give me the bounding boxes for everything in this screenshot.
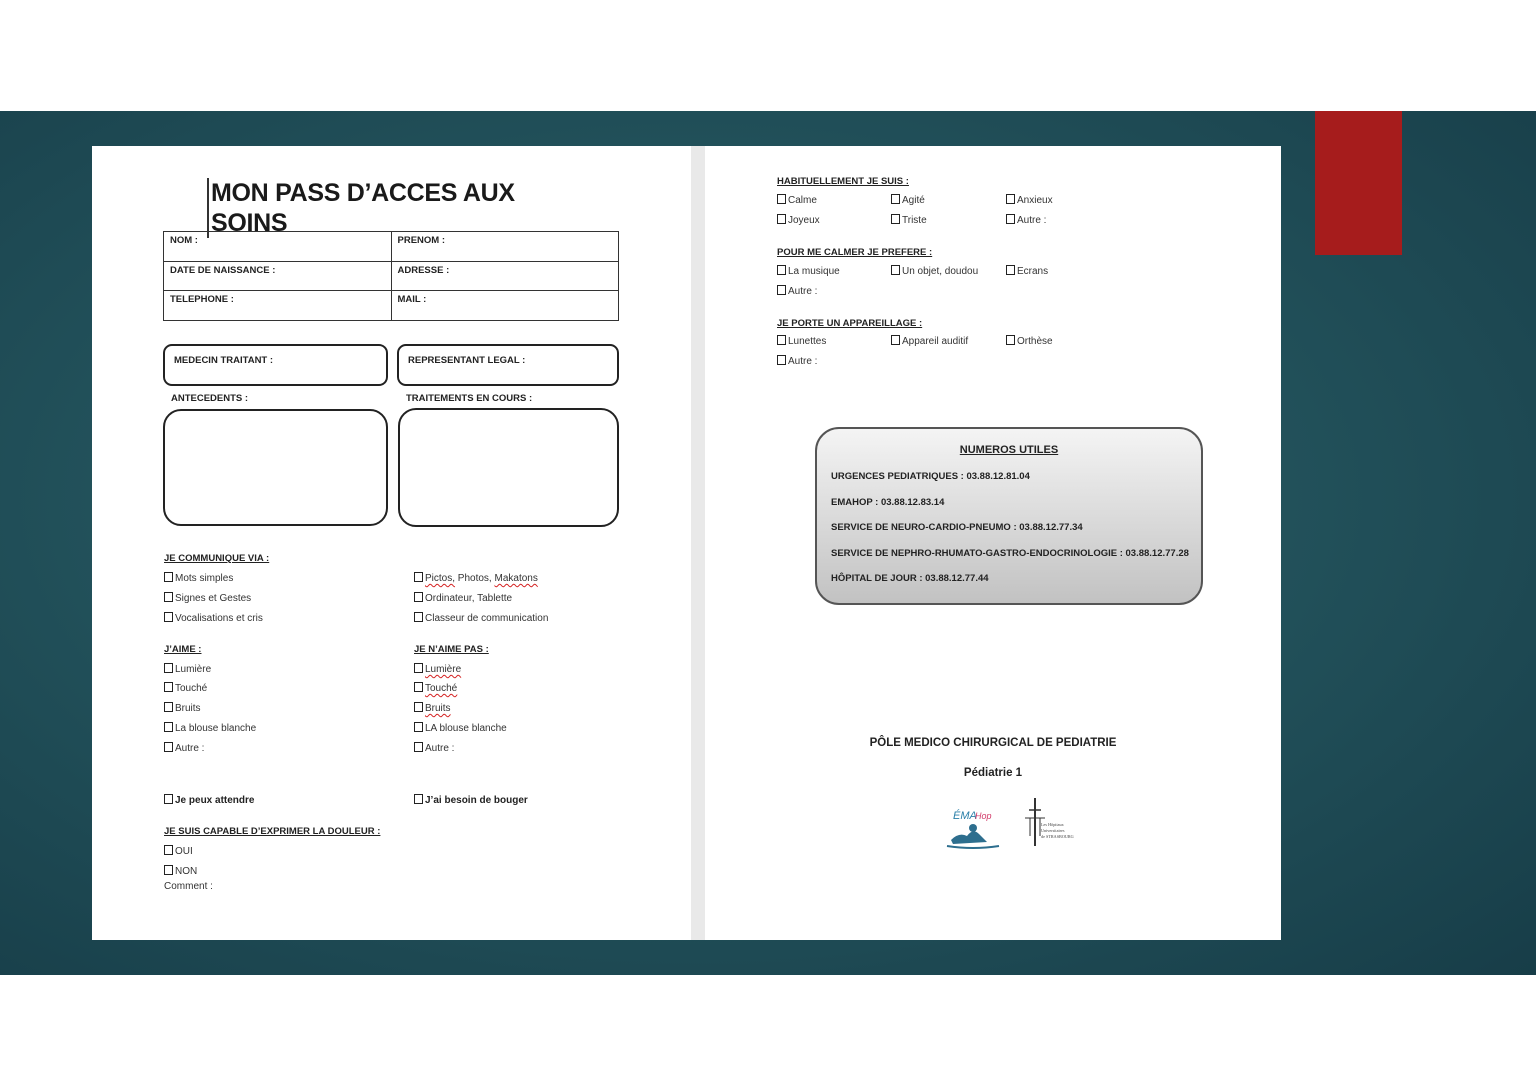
checkbox-humeur-autre[interactable]: Autre : bbox=[1006, 214, 1046, 227]
checkbox-icon bbox=[414, 702, 423, 712]
checkbox-icon bbox=[777, 335, 786, 345]
checkbox-icon bbox=[414, 682, 423, 692]
checkbox-doudou[interactable]: Un objet, doudou bbox=[891, 265, 978, 278]
checkbox-vocalisations[interactable]: Vocalisations et cris bbox=[164, 612, 263, 625]
checkbox-icon bbox=[414, 572, 423, 582]
field-prenom[interactable]: PRENOM : bbox=[391, 232, 619, 262]
document-title: MON PASS D’ACCES AUX SOINS bbox=[207, 178, 577, 238]
svg-text:Les Hôpitaux: Les Hôpitaux bbox=[1041, 822, 1064, 827]
checkbox-aime-blouse[interactable]: La blouse blanche bbox=[164, 722, 256, 735]
checkbox-icon bbox=[414, 592, 423, 602]
aime-pas-heading: JE N’AIME PAS : bbox=[414, 644, 489, 655]
checkbox-anxieux[interactable]: Anxieux bbox=[1006, 194, 1053, 207]
checkbox-aimepas-bruits[interactable]: Bruits bbox=[414, 702, 451, 715]
appareillage-heading: JE PORTE UN APPAREILLAGE : bbox=[777, 318, 923, 329]
document-page-left bbox=[92, 146, 691, 940]
checkbox-icon bbox=[891, 194, 900, 204]
aime-heading: J’AIME : bbox=[164, 644, 202, 655]
checkbox-pictos[interactable]: Pictos, Photos, Makatons bbox=[414, 572, 538, 585]
checkbox-icon bbox=[891, 265, 900, 275]
checkbox-ecrans[interactable]: Ecrans bbox=[1006, 265, 1048, 278]
communique-heading: JE COMMUNIQUE VIA : bbox=[164, 553, 270, 564]
checkbox-aime-bruits[interactable]: Bruits bbox=[164, 702, 201, 715]
checkbox-joyeux[interactable]: Joyeux bbox=[777, 214, 820, 227]
checkbox-musique[interactable]: La musique bbox=[777, 265, 840, 278]
pole-title: PÔLE MEDICO CHIRURGICAL DE PEDIATRIE bbox=[869, 737, 1117, 749]
checkbox-aimepas-lumiere[interactable]: Lumière bbox=[414, 663, 461, 676]
checkbox-douleur-oui[interactable]: OUI bbox=[164, 845, 193, 858]
checkbox-icon bbox=[414, 663, 423, 673]
checkbox-icon bbox=[164, 794, 173, 804]
emahop-logo bbox=[943, 806, 1003, 852]
checkbox-signes-gestes[interactable]: Signes et Gestes bbox=[164, 592, 251, 605]
checkbox-icon bbox=[1006, 194, 1015, 204]
field-mail[interactable]: MAIL : bbox=[391, 291, 619, 321]
checkbox-calmer-autre[interactable]: Autre : bbox=[777, 285, 817, 298]
checkbox-icon bbox=[1006, 214, 1015, 224]
checkbox-agite[interactable]: Agité bbox=[891, 194, 925, 207]
representant-legal-label: REPRESENTANT LEGAL : bbox=[408, 355, 526, 366]
numero-nephro: SERVICE DE NEPHRO-RHUMATO-GASTRO-ENDOCRINOLOGIE : 03.88.12.77.28 bbox=[831, 548, 1189, 559]
traitements-box[interactable] bbox=[398, 408, 619, 527]
checkbox-classeur[interactable]: Classeur de communication bbox=[414, 612, 548, 625]
checkbox-aimepas-autre[interactable]: Autre : bbox=[414, 742, 454, 755]
checkbox-orthese[interactable]: Orthèse bbox=[1006, 335, 1053, 348]
checkbox-icon bbox=[164, 845, 173, 855]
medecin-traitant-box[interactable] bbox=[163, 344, 388, 386]
checkbox-icon bbox=[414, 722, 423, 732]
checkbox-icon bbox=[164, 663, 173, 673]
document-page-right bbox=[705, 146, 1281, 940]
svg-text:Hop: Hop bbox=[975, 811, 992, 821]
checkbox-icon bbox=[164, 702, 173, 712]
page-gutter bbox=[691, 146, 705, 940]
field-adresse[interactable]: ADRESSE : bbox=[391, 261, 619, 291]
svg-text:de STRASBOURG: de STRASBOURG bbox=[1041, 834, 1074, 839]
checkbox-icon bbox=[164, 592, 173, 602]
checkbox-icon bbox=[164, 612, 173, 622]
representant-legal-box[interactable] bbox=[397, 344, 619, 386]
checkbox-appareillage-autre[interactable]: Autre : bbox=[777, 355, 817, 368]
checkbox-aime-autre[interactable]: Autre : bbox=[164, 742, 204, 755]
calmer-heading: POUR ME CALMER JE PREFERE : bbox=[777, 247, 933, 258]
checkbox-ordinateur[interactable]: Ordinateur, Tablette bbox=[414, 592, 512, 605]
checkbox-lunettes[interactable]: Lunettes bbox=[777, 335, 826, 348]
identity-table bbox=[163, 231, 619, 321]
antecedents-label: ANTECEDENTS : bbox=[171, 393, 249, 404]
pediatrie-subtitle: Pédiatrie 1 bbox=[963, 767, 1023, 779]
numero-urgences: URGENCES PEDIATRIQUES : 03.88.12.81.04 bbox=[831, 471, 1030, 482]
checkbox-icon bbox=[414, 794, 423, 804]
svg-text:Universitaires: Universitaires bbox=[1041, 828, 1065, 833]
checkbox-besoin-bouger[interactable]: J’ai besoin de bouger bbox=[414, 794, 528, 807]
checkbox-icon bbox=[777, 265, 786, 275]
checkbox-aime-lumiere[interactable]: Lumière bbox=[164, 663, 211, 676]
checkbox-icon bbox=[777, 285, 786, 295]
medecin-traitant-label: MEDECIN TRAITANT : bbox=[174, 355, 274, 366]
checkbox-icon bbox=[891, 335, 900, 345]
hus-logo bbox=[1019, 796, 1079, 848]
numero-neuro: SERVICE DE NEURO-CARDIO-PNEUMO : 03.88.12.77.34 bbox=[831, 522, 1083, 533]
checkbox-mots-simples[interactable]: Mots simples bbox=[164, 572, 233, 585]
checkbox-aimepas-touche[interactable]: Touché bbox=[414, 682, 457, 695]
checkbox-calme[interactable]: Calme bbox=[777, 194, 817, 207]
checkbox-icon bbox=[777, 214, 786, 224]
checkbox-icon bbox=[164, 865, 173, 875]
checkbox-icon bbox=[1006, 335, 1015, 345]
checkbox-icon bbox=[414, 742, 423, 752]
antecedents-box[interactable] bbox=[163, 409, 388, 526]
checkbox-icon bbox=[164, 682, 173, 692]
checkbox-douleur-non[interactable]: NON bbox=[164, 865, 197, 878]
numero-emahop: EMAHOP : 03.88.12.83.14 bbox=[831, 497, 945, 508]
field-date-naissance[interactable]: DATE DE NAISSANCE : bbox=[164, 261, 392, 291]
field-nom[interactable]: NOM : bbox=[164, 232, 392, 262]
field-telephone[interactable]: TELEPHONE : bbox=[164, 291, 392, 321]
svg-text:ÉMA: ÉMA bbox=[953, 810, 977, 822]
checkbox-peux-attendre[interactable]: Je peux attendre bbox=[164, 794, 254, 807]
checkbox-icon bbox=[891, 214, 900, 224]
numeros-utiles-title: NUMEROS UTILES bbox=[959, 444, 1059, 456]
checkbox-appareil-auditif[interactable]: Appareil auditif bbox=[891, 335, 968, 348]
checkbox-icon bbox=[1006, 265, 1015, 275]
checkbox-triste[interactable]: Triste bbox=[891, 214, 927, 227]
traitements-label: TRAITEMENTS EN COURS : bbox=[406, 393, 533, 404]
numero-hopital-jour: HÔPITAL DE JOUR : 03.88.12.77.44 bbox=[831, 573, 989, 584]
checkbox-icon bbox=[777, 194, 786, 204]
checkbox-icon bbox=[164, 722, 173, 732]
douleur-comment[interactable]: Comment : bbox=[164, 881, 213, 892]
numeros-utiles-panel bbox=[815, 427, 1203, 605]
checkbox-aime-touche[interactable]: Touché bbox=[164, 682, 207, 695]
checkbox-aimepas-blouse[interactable]: LA blouse blanche bbox=[414, 722, 507, 735]
checkbox-icon bbox=[414, 612, 423, 622]
habituellement-heading: HABITUELLEMENT JE SUIS : bbox=[777, 176, 909, 187]
checkbox-icon bbox=[164, 572, 173, 582]
checkbox-icon bbox=[777, 355, 786, 365]
red-accent-block bbox=[1315, 111, 1402, 255]
douleur-heading: JE SUIS CAPABLE D’EXPRIMER LA DOULEUR : bbox=[164, 826, 381, 837]
checkbox-icon bbox=[164, 742, 173, 752]
